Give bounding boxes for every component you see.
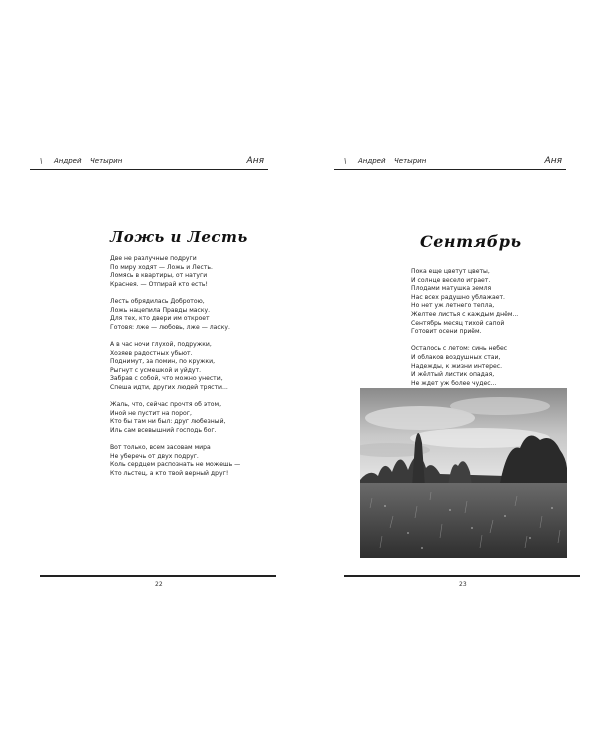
- poem-line: Две не разлучные подруги: [110, 255, 197, 262]
- landscape-photo: [360, 388, 567, 558]
- poem-line: Для тех, кто двери им откроет: [110, 315, 210, 323]
- poem-line: Желтее листья с каждым днём...: [411, 310, 519, 318]
- header-subtitle: Аня: [544, 156, 562, 166]
- poem-line: Не уберечь от двух подруг.: [110, 452, 199, 460]
- footer-rule: [40, 575, 276, 577]
- poem-line: Лесть обрядилась Добротою,: [110, 297, 205, 305]
- header-author: Андрей: [54, 157, 82, 165]
- poem-line: Иной не пустит на порог,: [110, 409, 192, 417]
- running-header: [334, 157, 566, 170]
- landscape-photo-icon: [360, 388, 567, 558]
- header-slash: \: [40, 157, 43, 165]
- poem-line: Плодами матушка земля: [411, 285, 492, 293]
- poem-line: Жаль, что, сейчас прочтя об этом,: [110, 401, 222, 409]
- header-surname: Четырин: [90, 157, 123, 165]
- poem-line: Но нет уж летнего тепла,: [411, 302, 495, 310]
- poem-line: Кто льстец, а кто твой верный друг!: [110, 469, 229, 477]
- footer-rule: [344, 575, 580, 577]
- page-number: 23: [459, 581, 467, 588]
- poem-line: Готовит осени приём.: [411, 328, 482, 336]
- poem-line: И солнце весело играет.: [411, 276, 491, 284]
- poem-title: Сентябрь: [420, 232, 522, 251]
- header-subtitle: Аня: [246, 156, 264, 166]
- header-slash: \: [344, 157, 347, 165]
- stanza: [411, 345, 571, 388]
- poem-line: Забрав с собой, что можно унести,: [110, 375, 223, 383]
- poem-title: Ложь и Лесть: [110, 228, 248, 246]
- poem-line: И жёлтый листик опадая,: [411, 371, 495, 379]
- poem-line: А в час ночи глухой, подружки,: [110, 340, 212, 348]
- poem-line: Ломясь в квартиры, от натуги: [110, 272, 208, 280]
- page-number: 22: [155, 581, 163, 588]
- stanza: [110, 255, 280, 289]
- right-page: [300, 0, 600, 750]
- header-surname: Четырин: [394, 157, 427, 165]
- poem-line: Спеша идти, других людей трясти...: [110, 383, 228, 391]
- poem-line: Пока еще цветут цветы,: [411, 268, 490, 275]
- poem-line: И облаков воздушных стаи,: [411, 353, 501, 361]
- poem-line: Готовя: лже — любовь, лже — ласку.: [110, 323, 230, 331]
- poem-line: Иль сам всевышний господь бог.: [110, 426, 217, 434]
- poem-line: Осталось с летом: синь небес: [411, 345, 508, 353]
- poem-line: Рыгнут с усмешкой и уйдут.: [110, 366, 202, 374]
- running-header: [30, 157, 268, 170]
- poem-line: Поднимут, за помин, по кружки,: [110, 358, 216, 366]
- stanza: [110, 401, 280, 435]
- poem-line: Надежды, к жизни интерес.: [411, 362, 503, 370]
- poem-body: [411, 268, 571, 397]
- poem-line: Не ждет уж более чудес...: [411, 379, 497, 387]
- poem-line: Сентябрь месяц тихой сапой: [411, 319, 505, 327]
- header-author: Андрей: [358, 157, 386, 165]
- stanza: [411, 268, 571, 337]
- stanza: [110, 341, 280, 393]
- stanza: [110, 298, 280, 332]
- poem-line: Краснея. — Отпирай кто есть!: [110, 280, 208, 288]
- poem-body: [110, 255, 280, 487]
- poem-line: Хозяев радостных убьют.: [110, 349, 193, 357]
- poem-line: Кто бы там ни был: друг любезный,: [110, 418, 226, 426]
- poem-line: Вот только, всем засовам мира: [110, 444, 211, 452]
- poem-line: По миру ходят — Ложь и Лесть.: [110, 263, 213, 271]
- stanza: [110, 444, 280, 478]
- poem-line: Коль сердцем распознать не можешь —: [110, 461, 241, 469]
- poem-line: Нас всех радушно ублажает.: [411, 293, 505, 301]
- poem-line: Ложь нацепила Правды маску.: [110, 306, 211, 314]
